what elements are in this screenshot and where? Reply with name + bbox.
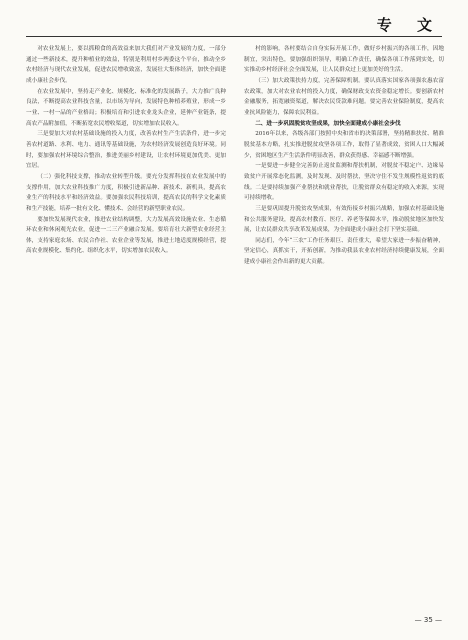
paragraph: 三是要巩固提升脱贫攻坚成果，有效衔接乡村振兴战略，加强农村基础设施和公共服务建设，提高农村教育、医疗、养老等保障水平，推动脱贫地区加快发展，让农民群众共享改革发展成果，为全面建成小康社会打下坚实基础。 — [244, 205, 444, 234]
paragraph: 一是要进一步健全完善防止返贫监测和帮扶机制，对脱贫不稳定户、边缘易致贫户开展常态化监测，及时发现、及时帮扶，坚决守住不发生规模性返贫的底线。二是要持续加强产业帮扶和就业帮扶，让脱贫群众有稳定的收入来源，实现可持续增收。 — [244, 163, 444, 202]
right-column — [244, 44, 444, 616]
paragraph: 2016年以来，各级各部门按照中央和省市的决策部署，坚持精准扶贫、精准脱贫基本方略，扎实推进脱贫攻坚各项工作，取得了显著成效，贫困人口大幅减少，贫困地区生产生活条件明显改善，群众获得感、幸福感不断增强。 — [244, 131, 444, 159]
paragraph: （二）强化科技支撑，推动农业转型升级。要充分发挥科技在农业发展中的支撑作用，加大农业科技推广力度，积极引进新品种、新技术、新机具，提高农业生产的科技水平和经济效益。要加强农民科技培训，提高农民的科学文化素质和生产技能，培养一批有文化、懂技术、会经营的新型职业农民。 — [26, 173, 226, 212]
journal-header — [26, 14, 442, 37]
left-column — [26, 44, 226, 616]
paragraph: （三）加大政策扶持力度，完善保障机制。要认真落实国家各项强农惠农富农政策，加大对农业农村的投入力度，确保财政支农资金稳定增长。要创新农村金融服务，拓宽融资渠道，解决农民贷款难问题。要完善农业保险制度，提高农业抗风险能力，保障农民利益。 — [244, 77, 444, 116]
paragraph: 在农业发展中，坚持走产业化、规模化、标准化的发展路子，大力推广良种良法，不断提高农业科技含量，以市场为导向，发展特色种植养殖业，形成一乡一业、一村一品的产业格局；积极培育和引进农业龙头企业，延伸产业链条，提高农产品附加值，不断拓宽农民增收渠道，切实增加农民收入。 — [26, 88, 226, 127]
article-body — [26, 44, 444, 616]
section-label: 专 文 — [376, 16, 442, 34]
paragraph: 村的影响，各村要结合自身实际开展工作，做好乡村振兴的各项工作，因地制宜，突出特色，要加强组织领导，明确工作责任，确保各项工作落到实处，切实推动乡村经济社会全面发展，让人民群众过上更加美好的生活。 — [244, 46, 444, 74]
page-number: — 35 — — [414, 616, 442, 624]
section-heading: 二、进一步巩固脱贫攻坚成果，加快全面建成小康社会步伐 — [255, 120, 401, 127]
paragraph: 要加快发展现代农业，推进农业结构调整，大力发展高效设施农业、生态循环农业和休闲观光农业，促进一二三产业融合发展。要培育壮大新型农业经营主体，支持家庭农场、农民合作社、农业企业等发展，推进土地适度规模经营，提高农业规模化、集约化、组织化水平，切实增加农民收入。 — [26, 216, 226, 255]
paragraph: 对农业发展上，要以抓粮食的高效益来加大我们对产业发展的力度，一部分通过一些新技术，提升种植业的效益，特别是利用村乡两委这个平台，推动全乡农村经济与现代农业发展，促进农民增收致富，发展壮大集体经济，加快全面建成小康社会步伐。 — [26, 46, 226, 84]
paragraph: 三是要加大对农村基础设施的投入力度，改善农村生产生活条件，进一步完善农村道路、水利、电力、通讯等基础设施，为农村经济发展创造良好环境。同时，要加强农村环境综合整治，推进美丽乡村建设，让农村环境更加优美、更加宜居。 — [26, 131, 226, 170]
paragraph: 同志们，今年“三农”工作任务艰巨、责任重大，希望大家进一步振奋精神，坚定信心，真抓实干，开拓创新，为推动我县农业农村经济持续健康发展，全面建成小康社会作出新的更大贡献。 — [244, 237, 444, 266]
